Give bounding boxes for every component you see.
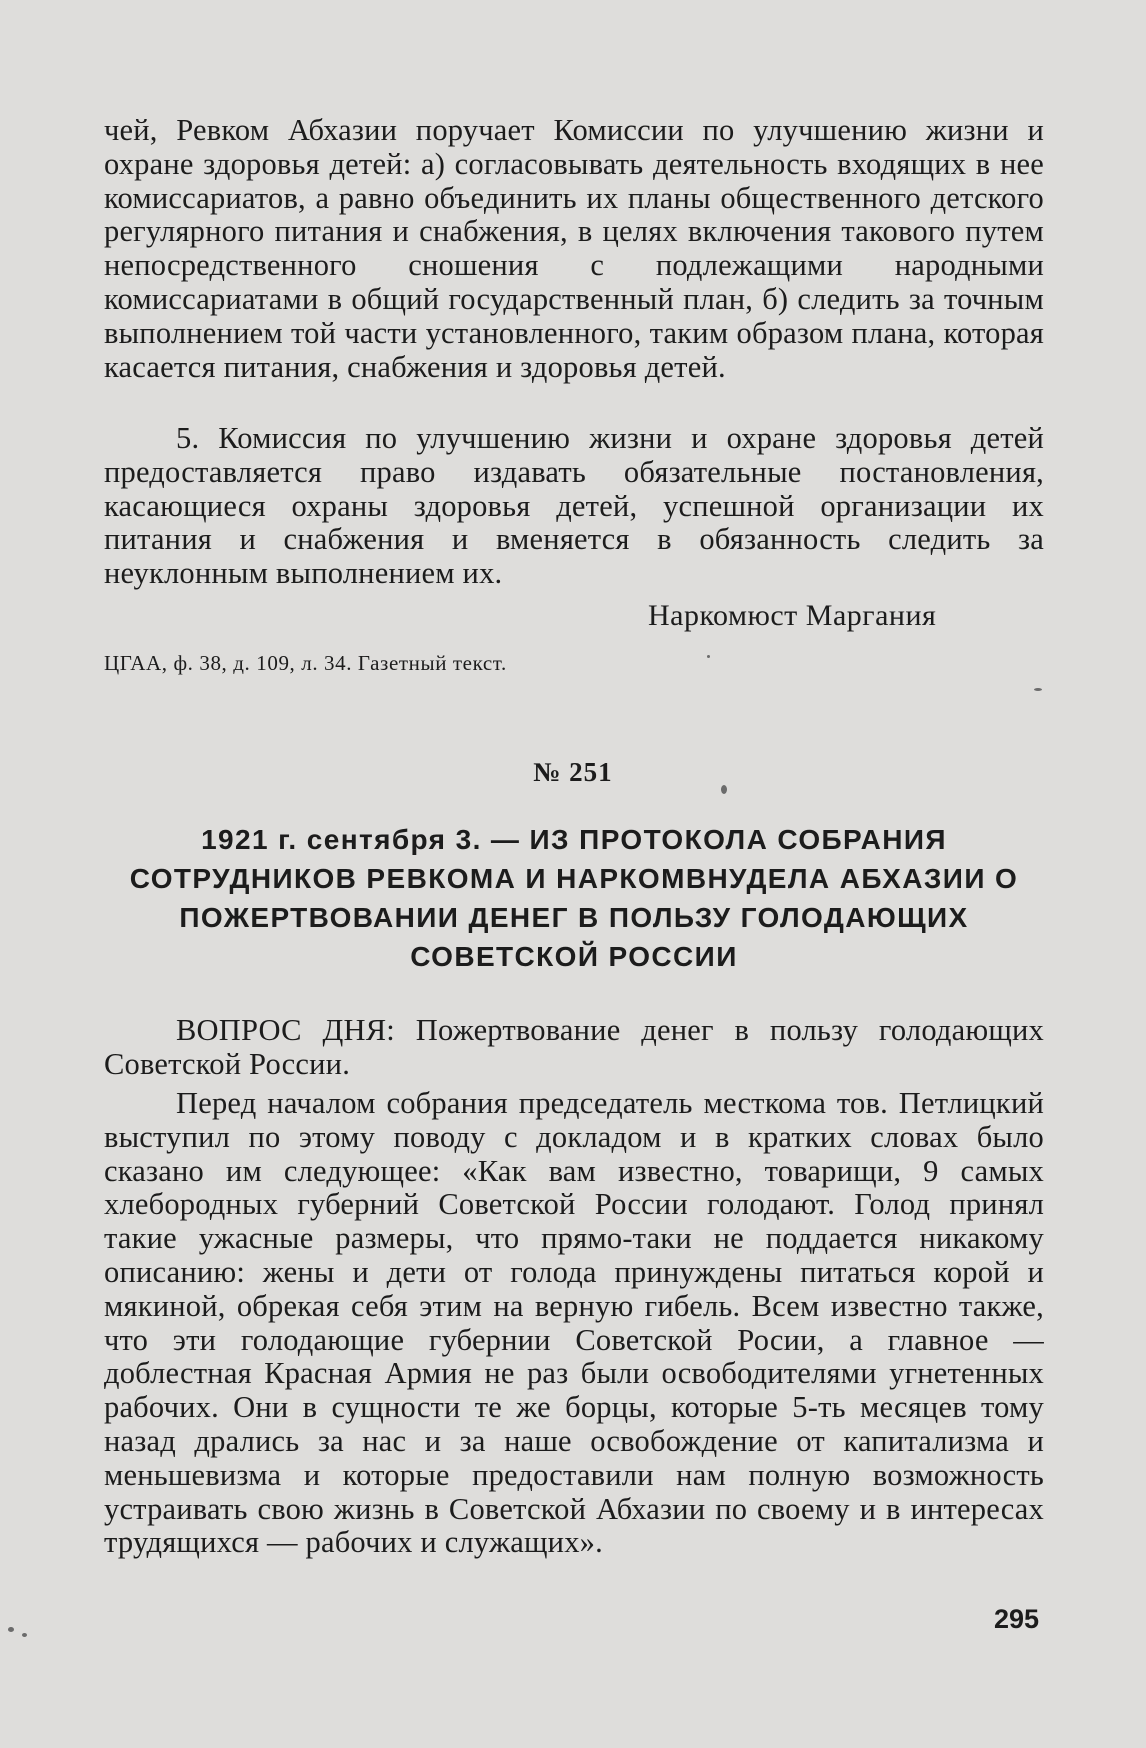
agenda-label: ВОПРОС ДНЯ: bbox=[176, 1013, 395, 1047]
signature: Наркомюст Маргания bbox=[648, 599, 937, 632]
document-number: № 251 bbox=[533, 757, 613, 787]
document-title-date: 1921 г. сентября 3. — bbox=[201, 824, 521, 855]
agenda-text: Пожертвование денег в пользу голодающих Советской России. bbox=[104, 1013, 1044, 1081]
paragraph-meeting-report: Перед началом собрания председатель месткома тов. Петлицкий выступил по этому поводу с докладом и в кратких словах было сказано им следующее: «Как вам известно, товарищи, 9 самых хлебородных губерний Советской России голодают. Голод принял такие ужасные размеры, что прямо-таки не поддается никакому описанию: жены и дети от голода принуждены питаться корой и мякиной, обрекая себя этим на верную гибель. Всем известно также, что эти голодающие губернии Советской Росии, а главное — доблестная Красная Армия не раз были освободителями угнетенных рабочих. Они в сущности те же борцы, которые 5-ть месяцев тому назад дрались за нас и за наше освобождение от капитализма и меньшевизма и которые предоставили нам полную возможность устраивать свою жизнь в Советской Абхазии по своему и в интересах трудящихся — рабочих и служащих». bbox=[104, 1086, 1044, 1560]
paragraph-item-5: 5. Комиссия по улучшению жизни и охране здоровья детей предоставляется право издавать обязательные постановления, касающиеся охраны здоровья детей, успешной организации их питания и снабжения и вменяется в обязанность следить за неуклонным выполнением их. bbox=[104, 421, 1044, 591]
document-title bbox=[104, 820, 1044, 976]
document-title-text: ИЗ ПРОТОКОЛА СОБРАНИЯ СОТРУДНИКОВ РЕВКОМА И НАРКОМВНУДЕЛА АБХАЗИИ О ПОЖЕРТВОВАНИИ ДЕНЕГ В ПОЛЬЗУ ГОЛОДАЮЩИХ СОВЕТСКОЙ РОССИИ bbox=[129, 824, 1019, 972]
paragraph-agenda bbox=[104, 1014, 1044, 1082]
print-speck bbox=[721, 785, 727, 794]
page-number: 295 bbox=[994, 1604, 1040, 1634]
print-speck bbox=[8, 1627, 14, 1632]
print-speck bbox=[22, 1633, 27, 1637]
archive-source-reference: ЦГАА, ф. 38, д. 109, л. 34. Газетный текст. bbox=[104, 651, 507, 675]
paragraph-continuation: чей, Ревком Абхазии поручает Комиссии по улучшению жизни и охране здоровья детей: а) согласовывать деятельность входящих в нее комиссариатов, а равно объединить их планы общественного детского регулярного питания и снабжения, в целях включения такового путем непосредственного сношения с подлежащими народными комиссариатами в общий государственный план, б) следить за точным выполнением той части установленного, таким образом плана, которая касается питания, снабжения и здоровья детей. bbox=[104, 113, 1044, 384]
print-speck bbox=[707, 655, 710, 658]
print-speck bbox=[1034, 688, 1042, 691]
